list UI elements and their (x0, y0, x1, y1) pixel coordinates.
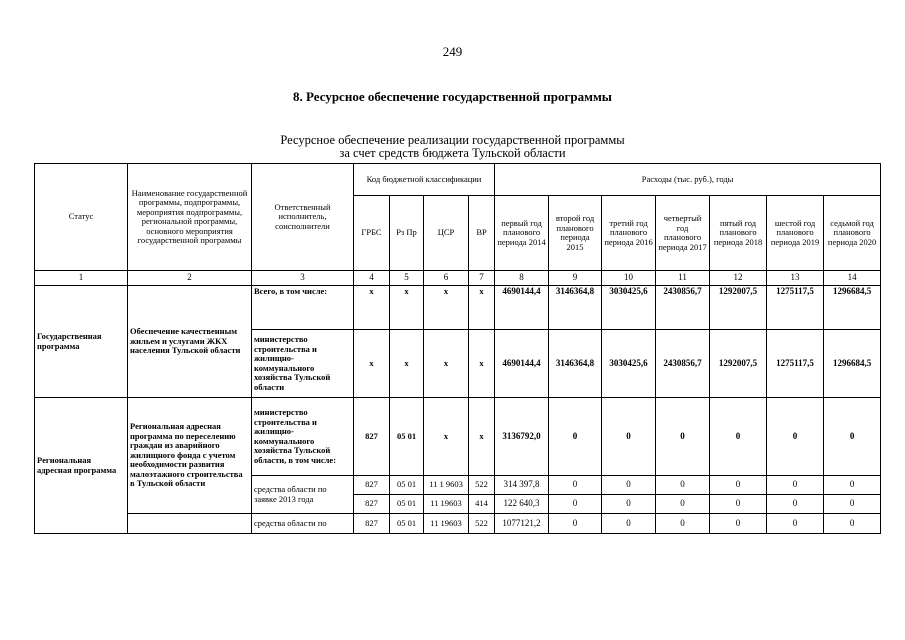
value-2016: 3030425,6 (602, 286, 656, 330)
value-2018: 1292007,5 (710, 330, 767, 398)
value-2016: 3030425,6 (602, 330, 656, 398)
value-2015: 0 (549, 514, 602, 534)
header-year-2019: шестой год планового периода 2019 (767, 196, 824, 271)
header-grbs: ГРБС (354, 196, 390, 271)
grbs-cell: 827 (354, 398, 390, 476)
column-numbers-row (35, 271, 881, 286)
header-code-group: Код бюджетной классификации (354, 164, 495, 196)
value-2014: 1077121,2 (495, 514, 549, 534)
header-csr: ЦСР (424, 196, 469, 271)
value-2014: 4690144,4 (495, 286, 549, 330)
rzpr-cell: 05 01 (390, 398, 424, 476)
grbs-cell: 827 (354, 514, 390, 534)
vr-cell: 522 (469, 476, 495, 495)
value-2019: 0 (767, 495, 824, 514)
header-rzpr: Рз Пр (390, 196, 424, 271)
table-row (35, 514, 881, 534)
vr-cell: 522 (469, 514, 495, 534)
column-number: 9 (549, 271, 602, 286)
column-number: 11 (656, 271, 710, 286)
rzpr-cell: 05 01 (390, 495, 424, 514)
value-2015: 0 (549, 398, 602, 476)
header-year-2017: четвертый год планового периода 2017 (656, 196, 710, 271)
page-number: 249 (442, 44, 463, 59)
column-number: 2 (128, 271, 252, 286)
table-row (35, 398, 881, 476)
value-2017: 0 (656, 495, 710, 514)
regional-program-status: Региональная адресная программа (35, 398, 128, 534)
value-2019: 0 (767, 514, 824, 534)
header-year-2020: седьмой год планового периода 2020 (824, 196, 881, 271)
value-2014: 122 640,3 (495, 495, 549, 514)
grbs-cell: 827 (354, 495, 390, 514)
header-year-2014: первый год планового периода 2014 (495, 196, 549, 271)
value-2014: 4690144,4 (495, 330, 549, 398)
rzpr-cell: 05 01 (390, 476, 424, 495)
value-2018: 0 (710, 514, 767, 534)
csr-cell: 11 19603 (424, 514, 469, 534)
value-2015: 3146364,8 (549, 330, 602, 398)
value-2014: 3136792,0 (495, 398, 549, 476)
column-number: 7 (469, 271, 495, 286)
column-number: 4 (354, 271, 390, 286)
value-2018: 1292007,5 (710, 286, 767, 330)
header-status: Статус (35, 164, 128, 271)
value-2020: 1296684,5 (824, 286, 881, 330)
header-year-2016: третий год планового периода 2016 (602, 196, 656, 271)
rzpr-cell: х (390, 286, 424, 330)
value-2018: 0 (710, 495, 767, 514)
value-2016: 0 (602, 514, 656, 534)
column-number: 12 (710, 271, 767, 286)
value-2016: 0 (602, 476, 656, 495)
value-2020: 1296684,5 (824, 330, 881, 398)
value-2018: 0 (710, 398, 767, 476)
value-2017: 2430856,7 (656, 330, 710, 398)
executor-total: Всего, в том числе: (252, 286, 354, 330)
value-2020: 0 (824, 476, 881, 495)
csr-cell: х (424, 330, 469, 398)
header-vr: ВР (469, 196, 495, 271)
column-number: 6 (424, 271, 469, 286)
vr-cell: х (469, 286, 495, 330)
column-number: 10 (602, 271, 656, 286)
state-program-name: Обеспечение качественным жильем и услугами ЖКХ населения Тульской области (128, 286, 252, 398)
value-2019: 0 (767, 476, 824, 495)
value-2020: 0 (824, 495, 881, 514)
csr-cell: х (424, 286, 469, 330)
caption-line-1: Ресурсное обеспечение реализации государственной программы (280, 133, 625, 147)
value-2020: 0 (824, 398, 881, 476)
value-2019: 0 (767, 398, 824, 476)
value-2017: 0 (656, 398, 710, 476)
value-2015: 0 (549, 476, 602, 495)
name-continuation (128, 514, 252, 534)
vr-cell: х (469, 398, 495, 476)
header-expenses-group: Расходы (тыс. руб.), годы (495, 164, 881, 196)
value-2015: 3146364,8 (549, 286, 602, 330)
header-name: Наименование государственной программы, подпрограммы, мероприятия подпрограммы, региональной программы, основного мероприятия государственной программы (128, 164, 252, 271)
value-2019: 1275117,5 (767, 286, 824, 330)
state-program-status: Государственная программа (35, 286, 128, 398)
rzpr-cell: 05 01 (390, 514, 424, 534)
value-2020: 0 (824, 514, 881, 534)
column-number: 5 (390, 271, 424, 286)
executor-ministry-including: министерство строительства и жилищно-коммунального хозяйства Тульской области, в том числе: (252, 398, 354, 476)
value-2017: 2430856,7 (656, 286, 710, 330)
header-year-2018: пятый год планового периода 2018 (710, 196, 767, 271)
grbs-cell: 827 (354, 476, 390, 495)
caption-line-2: за счет средств бюджета Тульской области (339, 146, 566, 160)
value-2016: 0 (602, 495, 656, 514)
vr-cell: 414 (469, 495, 495, 514)
column-number: 8 (495, 271, 549, 286)
value-2018: 0 (710, 476, 767, 495)
value-2017: 0 (656, 476, 710, 495)
column-number: 13 (767, 271, 824, 286)
value-2016: 0 (602, 398, 656, 476)
csr-cell: 11 19603 (424, 495, 469, 514)
value-2014: 314 397,8 (495, 476, 549, 495)
grbs-cell: х (354, 330, 390, 398)
header-year-2015: второй год планового периода 2015 (549, 196, 602, 271)
table-caption (0, 134, 905, 160)
regional-program-name: Региональная адресная программа по переселению граждан из аварийного жилищного фонда с учетом необходимости развития малоэтажного строительства в Тульской области (128, 398, 252, 514)
executor-funds: средства области по (252, 514, 354, 534)
rzpr-cell: х (390, 330, 424, 398)
section-title: 8. Ресурсное обеспечение государственной программы (293, 89, 612, 104)
csr-cell: 11 1 9603 (424, 476, 469, 495)
value-2017: 0 (656, 514, 710, 534)
csr-cell: х (424, 398, 469, 476)
value-2019: 1275117,5 (767, 330, 824, 398)
vr-cell: х (469, 330, 495, 398)
value-2015: 0 (549, 495, 602, 514)
grbs-cell: х (354, 286, 390, 330)
header-executor: Ответственный исполнитель, соисполнители (252, 164, 354, 271)
column-number: 1 (35, 271, 128, 286)
column-number: 3 (252, 271, 354, 286)
executor-ministry: министерство строительства и жилищно-коммунального хозяйства Тульской области (252, 330, 354, 398)
resource-table (34, 163, 881, 534)
column-number: 14 (824, 271, 881, 286)
executor-funds-2013: средства области по заявке 2013 года (252, 476, 354, 514)
table-row (35, 286, 881, 330)
